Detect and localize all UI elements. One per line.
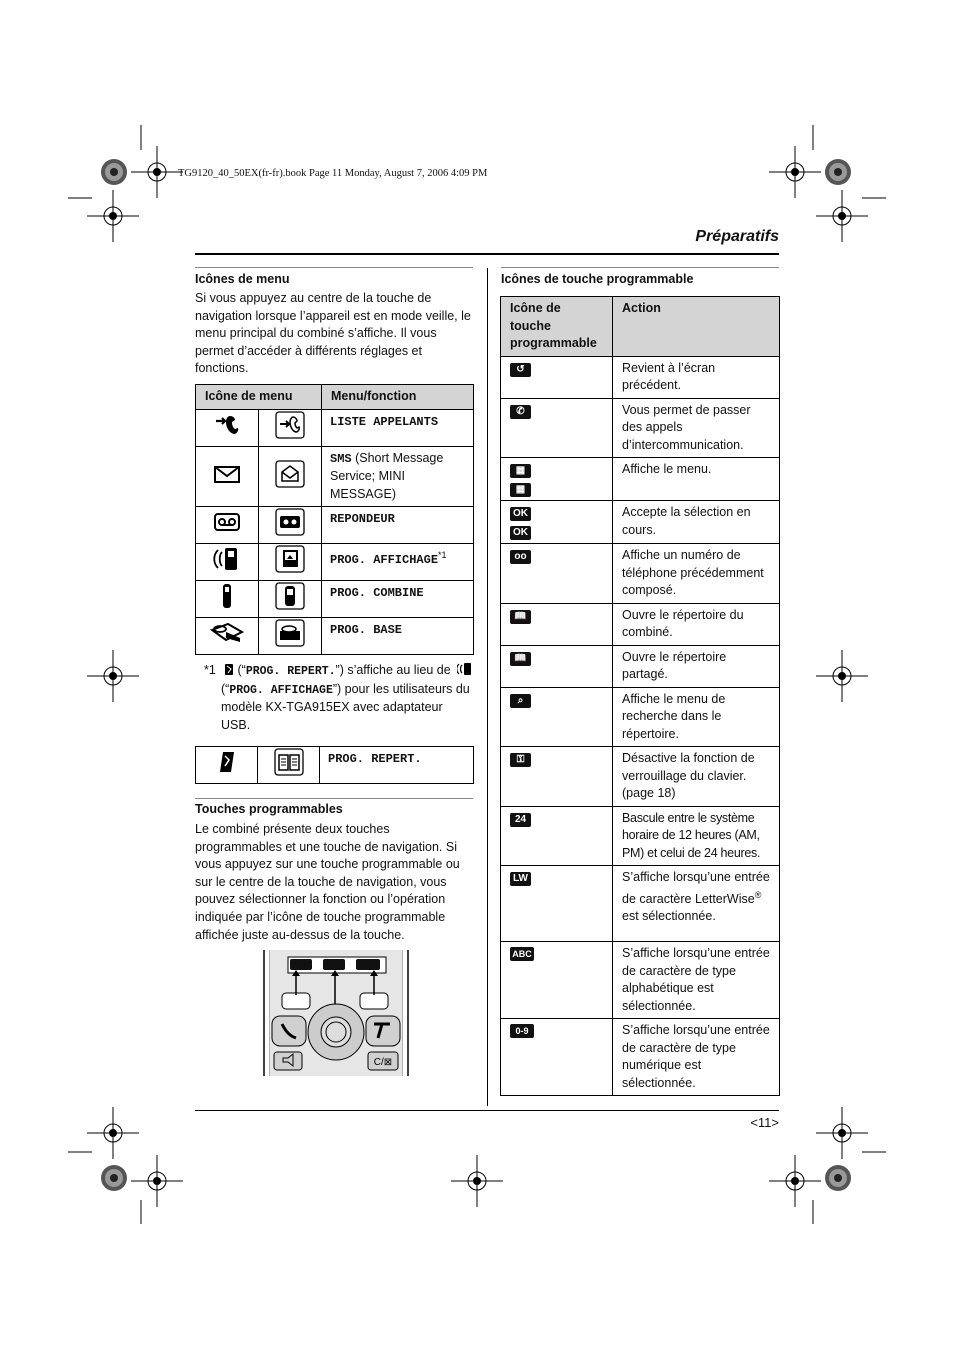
action-text: Affiche le menu de recherche dans le répertoire. <box>613 687 780 747</box>
table-row <box>501 1019 780 1096</box>
action-text: Ouvre le répertoire partagé. <box>613 645 780 687</box>
display-settings-icon-selected <box>259 544 322 581</box>
action-text: S’affiche lorsqu’une entrée de caractère de type alphabétique est sélectionnée. <box>613 942 780 1019</box>
table-row <box>501 458 780 501</box>
table-row <box>196 507 474 544</box>
footnote-marker: *1 <box>204 663 216 677</box>
menu-icon-alt: ▦ <box>510 483 531 497</box>
header-rule <box>195 253 779 255</box>
search-icon: ⌕ <box>510 694 531 708</box>
soft-keys-heading: Touches programmables <box>195 802 343 816</box>
soft-key-icons-heading: Icônes de touche programmable <box>501 272 694 286</box>
action-text: Vous permet de passer des appels d’intercommunication. <box>613 398 780 458</box>
table-row <box>501 544 780 604</box>
menu-icons-table <box>195 384 474 655</box>
section-title: Préparatifs <box>695 228 779 245</box>
note-mid-1: ”) s’affiche au lieu de <box>335 663 451 677</box>
col-header-function: Menu/fonction <box>322 385 474 410</box>
envelope-icon <box>196 446 259 507</box>
note-open-2: (“ <box>221 681 230 696</box>
handset-icon <box>196 581 259 618</box>
handset-phonebook-icon: 📖 <box>510 610 531 624</box>
phonebook-small-icon <box>224 663 234 676</box>
action-text: Affiche le menu. <box>613 458 780 501</box>
action-text: S’affiche lorsqu’une entrée de caractère de type numérique est sélectionnée. <box>613 1019 780 1096</box>
footnote-ref: *1 <box>438 550 447 560</box>
numeric-icon: 0-9 <box>510 1024 534 1038</box>
table-row <box>196 581 474 618</box>
action-text: Désactive la fonction de verrouillage du clavier. (page 18) <box>613 747 780 807</box>
table-row <box>501 356 780 398</box>
ok-icon: OK <box>510 507 531 521</box>
action-text <box>613 866 780 942</box>
menu-function-mono: PROG. COMBINE <box>330 586 424 600</box>
shared-phonebook-icon: 📖 <box>510 652 531 666</box>
registered-mark: ® <box>754 889 762 900</box>
col-header-action: Action <box>613 297 780 357</box>
col-header-soft-key-icon: Icône de touche programmable <box>501 297 613 357</box>
rule <box>501 267 779 268</box>
table-row <box>196 747 474 784</box>
note-open-1: (“ <box>237 663 246 677</box>
file-info: TG9120_40_50EX(fr-fr).book Page 11 Monday, August 7, 2006 4:09 PM <box>178 168 488 179</box>
table-row <box>501 747 780 807</box>
table-row <box>196 544 474 581</box>
col-header-icon: Icône de menu <box>196 385 322 410</box>
rule <box>195 798 473 799</box>
soft-key-icons-table <box>500 296 780 1096</box>
rule <box>195 267 473 268</box>
action-text: Affiche un numéro de téléphone précédemment composé. <box>613 544 780 604</box>
menu-function-text: (Short Message Service; MINI MESSAGE) <box>330 450 444 501</box>
menu-function-mono: LISTE APPELANTS <box>330 414 439 429</box>
column-divider <box>487 268 488 1106</box>
table-row <box>501 398 780 458</box>
action-text: Bascule entre le système horaire de 12 heures (AM, PM) et celui de 24 heures. <box>613 806 780 866</box>
handset-keypad-illustration <box>262 950 410 1076</box>
display-settings-small-icon <box>457 662 473 676</box>
letterwise-icon: LW <box>510 872 531 886</box>
envelope-icon-selected <box>259 446 322 507</box>
table-row <box>196 409 474 446</box>
menu-function-mono: PROG. AFFICHAGE <box>330 553 439 568</box>
menu-function-mono: REPONDEUR <box>330 512 395 526</box>
intercom-icon: ✆ <box>510 405 531 419</box>
menu-icons-heading: Icônes de menu <box>195 272 290 286</box>
table-row <box>501 806 780 866</box>
call-log-icon-selected <box>259 409 322 446</box>
action-text-pre: S’affiche lorsqu’une entrée de caractère LetterWise <box>622 870 770 906</box>
answering-machine-icon-selected <box>259 507 322 544</box>
note-mono-2: PROG. AFFICHAGE <box>229 683 333 697</box>
alphabet-icon: ABC <box>510 947 534 961</box>
svg-text:C/⊠: C/⊠ <box>373 1057 393 1068</box>
footnote <box>204 662 474 734</box>
footer-rule <box>195 1110 779 1111</box>
note-mono-1: PROG. REPERT. <box>245 665 336 678</box>
table-row <box>196 618 474 655</box>
menu-icon: ▦ <box>510 464 531 478</box>
menu-icons-intro: Si vous appuyez au centre de la touche de navigation lorsque l’appareil est en mode veille, le menu principal du combiné s’affiche. Il vous permet d’accéder à différents réglages et fonctions. <box>195 291 471 376</box>
clock-format-icon: 24 <box>510 813 531 827</box>
menu-function-mono: PROG. BASE <box>330 623 403 637</box>
handset-icon-selected <box>259 581 322 618</box>
action-text-post: est sélectionnée. <box>622 909 716 924</box>
table-row <box>501 645 780 687</box>
menu-function-mono: SMS <box>330 451 352 466</box>
back-icon: ↺ <box>510 363 531 377</box>
ok-icon-alt: OK <box>510 526 531 540</box>
call-log-icon <box>196 409 259 446</box>
table-row <box>501 603 780 645</box>
phonebook-icon <box>196 747 258 784</box>
key-lock-icon: ⚿ <box>510 753 531 767</box>
redial-icon: oo <box>510 550 531 564</box>
table-row <box>501 501 780 544</box>
base-icon-selected <box>259 618 322 655</box>
answering-machine-icon <box>196 507 259 544</box>
action-text: Revient à l’écran précédent. <box>613 356 780 398</box>
phonebook-row-table <box>195 746 474 784</box>
base-icon <box>196 618 259 655</box>
menu-function-mono: PROG. REPERT. <box>328 752 422 766</box>
soft-keys-text: Le combiné présente deux touches programmables et une touche de navigation. Si vous appuyez sur une touche programmable ou sur le centre de la touche de navigation, vous pouvez sélectionner la fonction ou l’opération indiquée par l’icône de touche programmable affichée juste au-dessus de la touche. <box>195 822 460 942</box>
page-number: <11> <box>750 1115 779 1130</box>
table-row <box>501 942 780 1019</box>
action-text: Ouvre le répertoire du combiné. <box>613 603 780 645</box>
action-text: Accepte la sélection en cours. <box>613 501 780 544</box>
table-row <box>501 687 780 747</box>
phonebook-icon-selected <box>258 747 320 784</box>
table-row <box>196 446 474 507</box>
display-settings-icon <box>196 544 259 581</box>
table-row <box>501 866 780 942</box>
note-end: ”) pour les utilisateurs du modèle KX-TGA915EX avec adaptateur USB. <box>221 681 470 732</box>
